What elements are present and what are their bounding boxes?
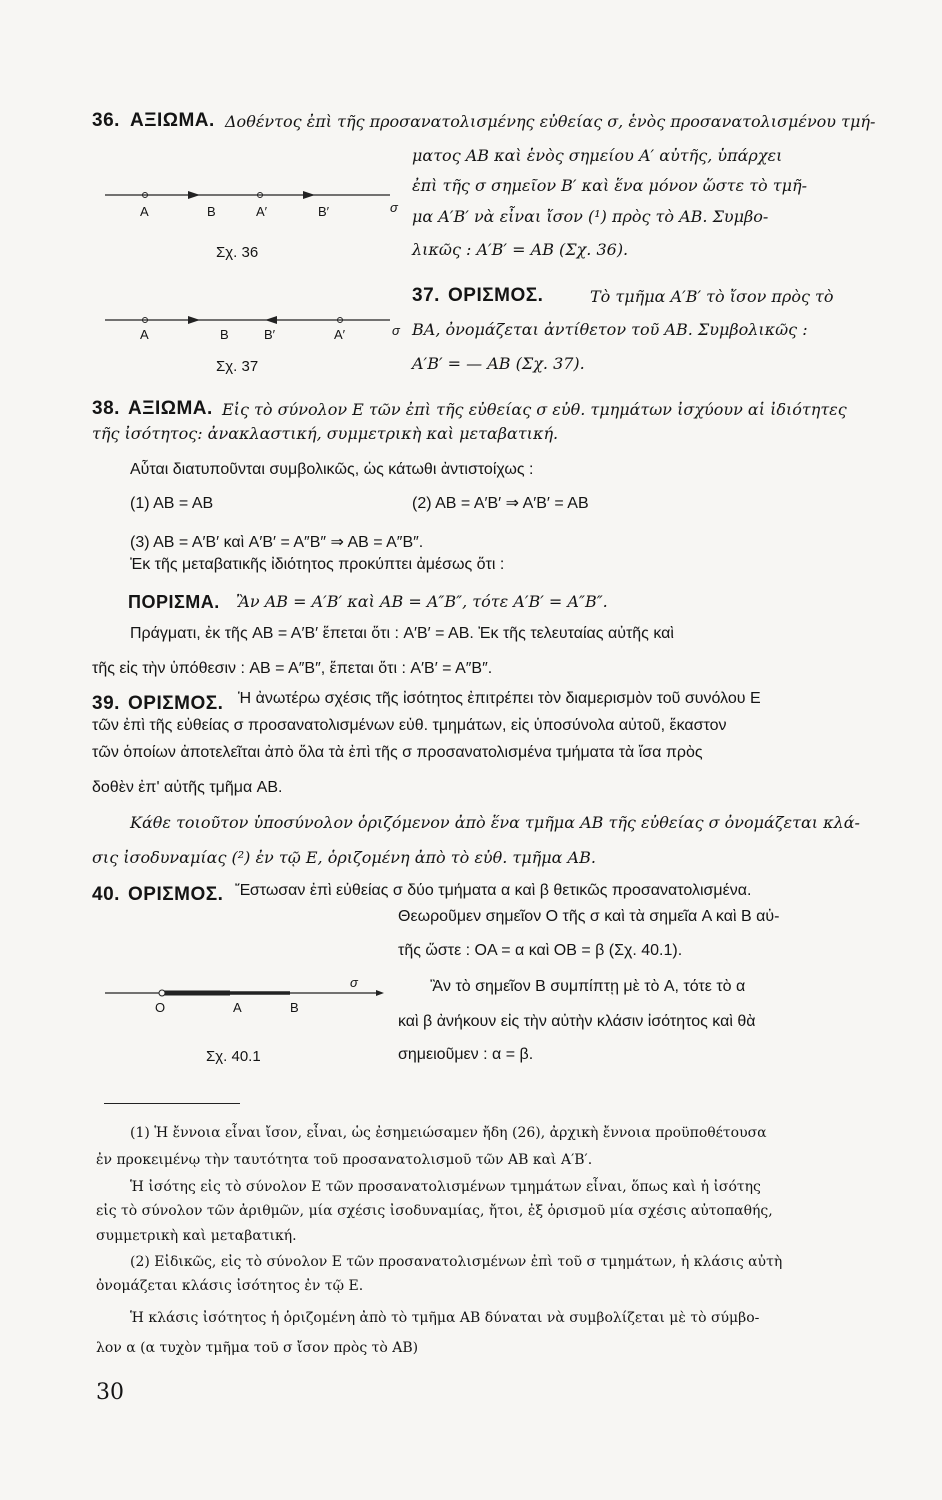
section-36-number: 36. (92, 110, 120, 131)
fig40-label-o: O (155, 1000, 166, 1015)
section-39-line-5: Κάθε τοιοῦτον ὑποσύνολον ὁριζόμενον ἀπὸ ἕνα τμῆμα AB τῆς εὐθείας σ ὀνομάζεται κλά- (130, 813, 860, 832)
section-36-line-5: λικῶς : A′B′ = AB (Σχ. 36). (412, 240, 629, 259)
fig37-arrow-ab (188, 316, 200, 324)
fig36-caption: Σχ. 36 (216, 244, 259, 261)
section-40-line-1: Ἔστωσαν ἐπὶ εὐθείας σ δύο τμήματα α καὶ β θετικῶς προσανατολισμένα. (235, 882, 752, 899)
porisma-heading: ΠΟΡΙΣΜΑ. (128, 592, 220, 612)
section-39-line-6: σις ἰσοδυναμίας (²) ἐν τῷ E, ὁριζομένη ἀπὸ τὸ εὐθ. τμῆμα AB. (92, 848, 596, 867)
footnote-1-line-2: ἐν προκειμένῳ τὴν ταυτότητα τοῦ προσανατολισμοῦ τῶν AB καὶ A′B′. (96, 1152, 593, 1168)
section-39-line-1: Ἡ ἀνωτέρω σχέσις τῆς ἰσότητος ἐπιτρέπει τὸν διαμερισμὸν τοῦ συνόλου E (238, 690, 761, 707)
section-36-line-4: μα A′B′ νὰ εἶναι ἴσον (¹) πρὸς τὸ AB. Συμβο- (412, 207, 769, 226)
section-37-line-1: Τὸ τμῆμα A′B′ τὸ ἴσον πρὸς τὸ (590, 287, 834, 306)
fig36-label-sigma: σ (390, 200, 398, 215)
section-36-line-2: ματος AB καὶ ἑνὸς σημείου A′ αὐτῆς, ὑπάρχει (412, 146, 783, 165)
section-40-heading: ΟΡΙΣΜΟΣ. (128, 884, 224, 905)
fig37-label-sigma: σ (392, 323, 400, 338)
section-36-heading: ΑΞΙΩΜΑ. (130, 110, 215, 131)
formula-2: (2) AB = A′B′ ⇒ A′B′ = AB (412, 495, 589, 512)
section-38-line-4: Ἐκ τῆς μεταβατικῆς ἰδιότητος προκύπτει ἀμέσως ὅτι : (130, 556, 505, 573)
fig36-arrow-apbp (303, 191, 315, 199)
section-38-line-6: τῆς εἰς τὴν ὑπόθεσιν : AB = A″B″, ἕπεται ὅτι : A′B′ = A″B″. (92, 660, 493, 677)
page-number: 30 (96, 1380, 124, 1405)
section-39-heading: ΟΡΙΣΜΟΣ. (128, 693, 224, 714)
footnote-2-line-1: (2) Εἰδικῶς, εἰς τὸ σύνολον E τῶν προσανατολισμένων ἐπὶ τοῦ σ τμημάτων, ἡ κλάσις αὐτὴ (130, 1254, 783, 1270)
section-39-line-2: τῶν ἐπὶ τῆς εὐθείας σ προσανατολισμένων εὐθ. τμημάτων, εἰς ὑποσύνολα αὐτοῦ, ἕκαστον (92, 717, 727, 734)
fig40-label-sigma: σ (350, 975, 358, 990)
footnote-1-line-3: Ἡ ἰσότης εἰς τὸ σύνολον E τῶν προσανατολισμένων τμημάτων εἶναι, ὅπως καὶ ἡ ἰσότης (130, 1179, 761, 1195)
section-40-line-4: Ἂν τὸ σημεῖον B συμπίπτῃ μὲ τὸ A, τότε τὸ α (430, 978, 746, 995)
fig36-label-a-prime: A′ (256, 204, 268, 219)
footnote-1-line-5: συμμετρικὴ καὶ μεταβατική. (96, 1228, 297, 1244)
fig37-label-b: B (220, 327, 229, 342)
section-38-number: 38. (92, 398, 120, 419)
section-40-line-6: σημειοῦμεν : α = β. (398, 1046, 534, 1063)
section-36-line-1: Δοθέντος ἐπὶ τῆς προσανατολισμένης εὐθείας σ, ἑνὸς προσανατολισμένου τμή- (225, 112, 876, 131)
fig37-label-a-prime: A′ (334, 327, 346, 342)
figure-40-1 (100, 985, 390, 1015)
section-38-line-5: Πράγματι, ἐκ τῆς AB = A′B′ ἕπεται ὅτι : A′B′ = AB. Ἐκ τῆς τελευταίας αὐτῆς καὶ (130, 625, 674, 642)
footnote-2-line-2: ὀνομάζεται κλάσις ἰσότητος ἐν τῷ E. (96, 1278, 364, 1294)
porisma-statement: Ἂν AB = A′B′ καὶ AB = A″B″, τότε A′B′ = A″B″. (236, 592, 608, 611)
footnote-1-line-1: (1) Ἡ ἔννοια εἶναι ἴσον, εἶναι, ὡς ἐσημειώσαμεν ἤδη (26), ἀρχικὴ ἔννοια προϋποθέτουσα (130, 1125, 767, 1141)
footnote-2-line-3: Ἡ κλάσις ἰσότητος ἡ ὁριζομένη ἀπὸ τὸ τμῆμα AB δύναται νὰ συμβολίζεται μὲ τὸ σύμβο- (130, 1310, 760, 1326)
footnote-divider (104, 1103, 240, 1104)
section-37-heading: ΟΡΙΣΜΟΣ. (448, 285, 544, 306)
fig37-caption: Σχ. 37 (216, 358, 259, 375)
fig36-arrow-ab (188, 191, 200, 199)
section-39-line-3: τῶν ὁποίων ἀποτελεῖται ἀπὸ ὅλα τὰ ἐπὶ τῆς σ προσανατολισμένα τμήματα τὰ ἴσα πρὸς (92, 744, 703, 761)
fig40-label-b: B (290, 1000, 299, 1015)
fig37-label-b-prime: B′ (264, 327, 276, 342)
fig37-label-a: A (140, 327, 149, 342)
section-40-line-3: τῆς ὥστε : OA = α καὶ OB = β (Σχ. 40.1). (398, 942, 683, 959)
section-40-line-2: Θεωροῦμεν σημεῖον O τῆς σ καὶ τὰ σημεῖα A καὶ B αὐ- (398, 908, 780, 925)
section-37-number: 37. (412, 285, 440, 306)
section-38-line-2: τῆς ἰσότητος: ἀνακλαστική, συμμετρικὴ καὶ μεταβατική. (92, 424, 559, 443)
fig40-arrow-sigma (376, 990, 384, 996)
section-36-line-3: ἐπὶ τῆς σ σημεῖον B′ καὶ ἕνα μόνον ὥστε τὸ τμῆ- (412, 176, 808, 195)
footnote-2-line-4: λον α (α τυχὸν τμῆμα τοῦ σ ἴσον πρὸς τὸ AB) (96, 1340, 419, 1356)
formula-3: (3) AB = A′B′ καὶ A′B′ = A″B″ ⇒ AB = A″B″. (130, 534, 424, 551)
fig36-label-b-prime: B′ (318, 204, 330, 219)
footnote-1-line-4: εἰς τὸ σύνολον τῶν ἀριθμῶν, μία σχέσις ἰσοδυναμίας, ἤτοι, ἐξ ὁρισμοῦ μία σχέσις αὐτοπαθής, (96, 1203, 773, 1219)
section-37-line-2: BA, ὀνομάζεται ἀντίθετον τοῦ AB. Συμβολικῶς : (412, 320, 808, 339)
fig40-caption: Σχ. 40.1 (206, 1048, 261, 1065)
section-38-line-1: Εἰς τὸ σύνολον E τῶν ἐπὶ τῆς εὐθείας σ εὐθ. τμημάτων ἰσχύουν αἱ ἰδιότητες (222, 400, 847, 419)
fig36-label-a: A (140, 204, 149, 219)
fig40-label-a: A (233, 1000, 242, 1015)
fig36-label-b: B (207, 204, 216, 219)
section-38-line-3: Αὗται διατυποῦνται συμβολικῶς, ὡς κάτωθι ἀντιστοίχως : (130, 461, 534, 478)
section-39-number: 39. (92, 693, 120, 714)
fig40-point-o (159, 990, 165, 996)
section-37-line-3: A′B′ = — AB (Σχ. 37). (412, 354, 585, 373)
fig37-arrow-apbp (265, 316, 277, 324)
section-38-heading: ΑΞΙΩΜΑ. (128, 398, 213, 419)
section-40-line-5: καὶ β ἀνήκουν εἰς τὴν αὐτὴν κλάσιν ἰσότητος καὶ θὰ (398, 1013, 756, 1030)
formula-1: (1) AB = AB (130, 495, 214, 512)
section-39-line-4: δοθὲν ἐπ' αὐτῆς τμῆμα AB. (92, 779, 283, 796)
section-40-number: 40. (92, 884, 120, 905)
